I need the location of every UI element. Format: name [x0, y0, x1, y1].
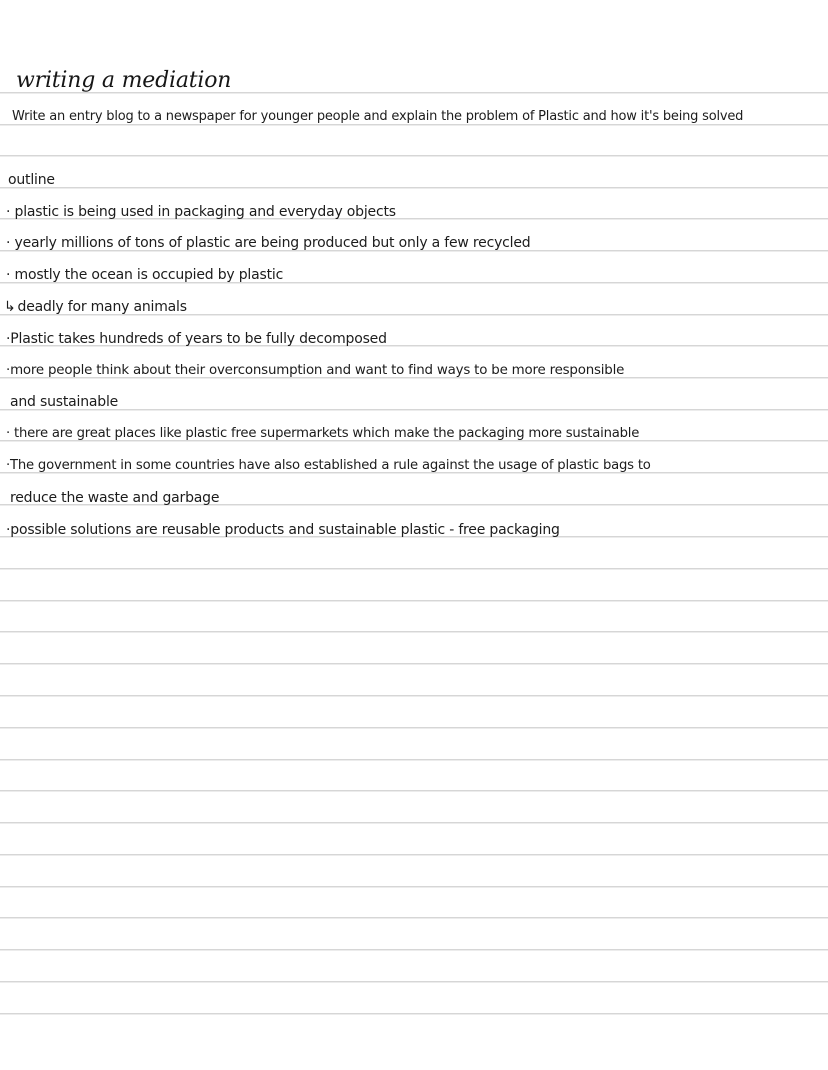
ruled-line — [0, 187, 828, 189]
ruled-line — [0, 981, 828, 983]
outline-item — [6, 266, 283, 284]
outline-heading: outline — [8, 172, 55, 188]
ruled-line — [0, 568, 828, 570]
sub-arrow-icon: ↳ — [4, 299, 16, 315]
outline-item — [6, 203, 396, 221]
outline-item-text: more people think about their overconsumption and want to find ways to be more responsible — [10, 363, 625, 378]
ruled-line — [0, 663, 828, 665]
task-prompt: Write an entry blog to a newspaper for younger people and explain the problem of Plastic and how it's being solved — [12, 109, 744, 124]
outline-item-text: possible solutions are reusable products and sustainable plastic - free packaging — [10, 522, 560, 538]
ruled-line — [0, 727, 828, 729]
ruled-line — [0, 949, 828, 951]
outline-item — [6, 362, 624, 380]
outline-item-text: plastic is being used in packaging and everyday objects — [10, 204, 396, 220]
ruled-line — [0, 695, 828, 697]
bullet-icon: · — [6, 458, 10, 473]
bullet-icon: · — [6, 522, 11, 538]
outline-item — [6, 457, 651, 475]
outline-item — [6, 234, 530, 252]
outline-item-continuation — [10, 489, 219, 507]
outline-item-text: reduce the waste and garbage — [10, 490, 220, 506]
page-title: writing a mediation — [16, 68, 232, 93]
ruled-line — [0, 631, 828, 633]
outline-item — [6, 425, 639, 443]
ruled-line — [0, 790, 828, 792]
outline-subitem — [4, 298, 187, 316]
ruled-line — [0, 917, 828, 919]
ruled-line — [0, 1013, 828, 1015]
ruled-line — [0, 822, 828, 824]
outline-item — [6, 330, 387, 348]
outline-item-continuation — [10, 393, 118, 411]
bullet-icon: · — [6, 331, 11, 347]
bullet-icon: · — [6, 267, 11, 283]
bullet-icon: · — [6, 235, 11, 251]
outline-item-text: yearly millions of tons of plastic are being produced but only a few recycled — [10, 235, 531, 251]
outline-item — [6, 521, 560, 539]
ruled-line — [0, 409, 828, 411]
ruled-line — [0, 600, 828, 602]
outline-item-text: Plastic takes hundreds of years to be fully decomposed — [10, 331, 387, 347]
ruled-line — [0, 886, 828, 888]
outline-item-text: The government in some countries have also established a rule against the usage of plastic bags to — [10, 458, 651, 473]
bullet-icon: · — [6, 426, 10, 441]
bullet-icon: · — [6, 204, 11, 220]
outline-item-text: mostly the ocean is occupied by plastic — [10, 267, 284, 283]
bullet-icon: · — [6, 363, 11, 378]
ruled-line — [0, 155, 828, 157]
outline-item-text: deadly for many animals — [17, 299, 187, 315]
outline-item-text: and sustainable — [10, 394, 119, 410]
ruled-line — [0, 854, 828, 856]
outline-item-text: there are great places like plastic free supermarkets which make the packaging more sustainable — [10, 426, 640, 441]
ruled-line — [0, 759, 828, 761]
